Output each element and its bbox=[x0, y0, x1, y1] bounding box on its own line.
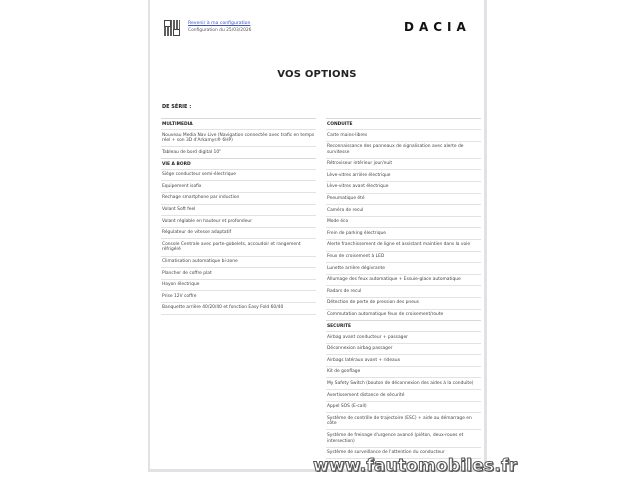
option-item: Feux de croisement à LED bbox=[326, 251, 481, 263]
option-item: Siège conducteur semi-électrique bbox=[161, 169, 316, 181]
option-item: Système de surveillance de l'attention du conducteur bbox=[326, 447, 481, 460]
option-item: Rechage smartphone par induction bbox=[161, 192, 316, 204]
category-heading: VIE A BORD bbox=[161, 158, 316, 169]
option-item: Régulateur de vitesse adaptatif bbox=[161, 227, 316, 239]
option-item: Radars de recul bbox=[326, 285, 481, 297]
category-heading: CONDUITE bbox=[326, 118, 481, 129]
option-item: Equipement isofix bbox=[161, 180, 316, 192]
option-item: My Safety Switch (bouton de déconnexion des aides à la conduite) bbox=[326, 377, 481, 389]
option-item: Carte mains-libres bbox=[326, 129, 481, 141]
option-item: Climatisation automatique bi-zone bbox=[161, 256, 316, 268]
option-item: Système de contrôle de trajectoire (ESC) + aide au démarrage en côte bbox=[326, 412, 481, 429]
option-item: Plancher de coffre plat bbox=[161, 267, 316, 279]
page-title: VOS OPTIONS bbox=[277, 69, 357, 80]
option-item: Rétroviseur intérieur jour/nuit bbox=[326, 158, 481, 170]
option-item: Tableau de bord digital 10" bbox=[161, 146, 316, 158]
section-label: DE SÉRIE : bbox=[162, 104, 192, 110]
back-to-configuration-link[interactable]: Revenir à ma configuration bbox=[188, 21, 251, 26]
option-item: Hayon électrique bbox=[161, 279, 316, 291]
option-item: Nouveau Media Nav Live (Navigation connectée avec trafic en temps réel + son 3D d'Arkamys® 6HP) bbox=[161, 129, 316, 146]
option-item: Mode éco bbox=[326, 216, 481, 228]
option-item: Airbags latéraux avant + rideaux bbox=[326, 354, 481, 366]
page-header bbox=[164, 20, 474, 40]
option-item: Allumage des feux automatique + Essuie-glace automatique bbox=[326, 274, 481, 286]
option-item: Lève-vitres avant électrique bbox=[326, 181, 481, 193]
options-right-column bbox=[326, 118, 481, 459]
option-item: Commutation automatique feux de croisement/route bbox=[326, 309, 481, 321]
option-item: Reconnaissance des panneaux de signalisation avec alerte de survitesse bbox=[326, 141, 481, 158]
option-item: Prise 12V coffre bbox=[161, 290, 316, 302]
option-item: Caméra de recul bbox=[326, 204, 481, 216]
option-item: Détection de perte de pression des pneus bbox=[326, 297, 481, 309]
qr-code-icon[interactable] bbox=[164, 20, 180, 36]
option-item: Pneumatique été bbox=[326, 193, 481, 205]
option-item: Frein de parking électrique bbox=[326, 227, 481, 239]
category-heading: MULTIMEDIA bbox=[161, 118, 316, 129]
watermark: www.fautomobiles.fr bbox=[313, 456, 518, 476]
document-page bbox=[148, 0, 487, 472]
option-item: Volant Soft feel bbox=[161, 204, 316, 216]
option-item: Volant réglable en hauteur et profondeur bbox=[161, 215, 316, 227]
option-item: Système de freinage d'urgence avancé (piéton, deux-roues et intersection) bbox=[326, 429, 481, 446]
option-item: Kit de gonflage bbox=[326, 366, 481, 378]
option-item: Airbag avant conducteur + passager bbox=[326, 331, 481, 343]
option-item: Banquette arrière 40/20/40 et fonction Easy Fold 60/40 bbox=[161, 302, 316, 315]
category-heading: SECURITE bbox=[326, 320, 481, 331]
option-item: Lunette arrière dégivrante bbox=[326, 262, 481, 274]
dacia-logo: DACIA bbox=[404, 20, 471, 34]
option-item: Avertissement distance de sécurité bbox=[326, 389, 481, 401]
options-left-column bbox=[161, 118, 316, 315]
option-item: Alerte franchissement de ligne et assistant maintien dans la voie bbox=[326, 239, 481, 251]
option-item: Déconnexion airbag passager bbox=[326, 343, 481, 355]
configuration-date: Configuration du 25/03/2026 bbox=[188, 28, 252, 33]
option-item: Console Centrale avec porte-gobelets, accoudoir et rangement réfrigéré bbox=[161, 238, 316, 255]
option-item: Lève-vitres arrière électrique bbox=[326, 169, 481, 181]
option-item: Appel SOS (E-call) bbox=[326, 401, 481, 413]
